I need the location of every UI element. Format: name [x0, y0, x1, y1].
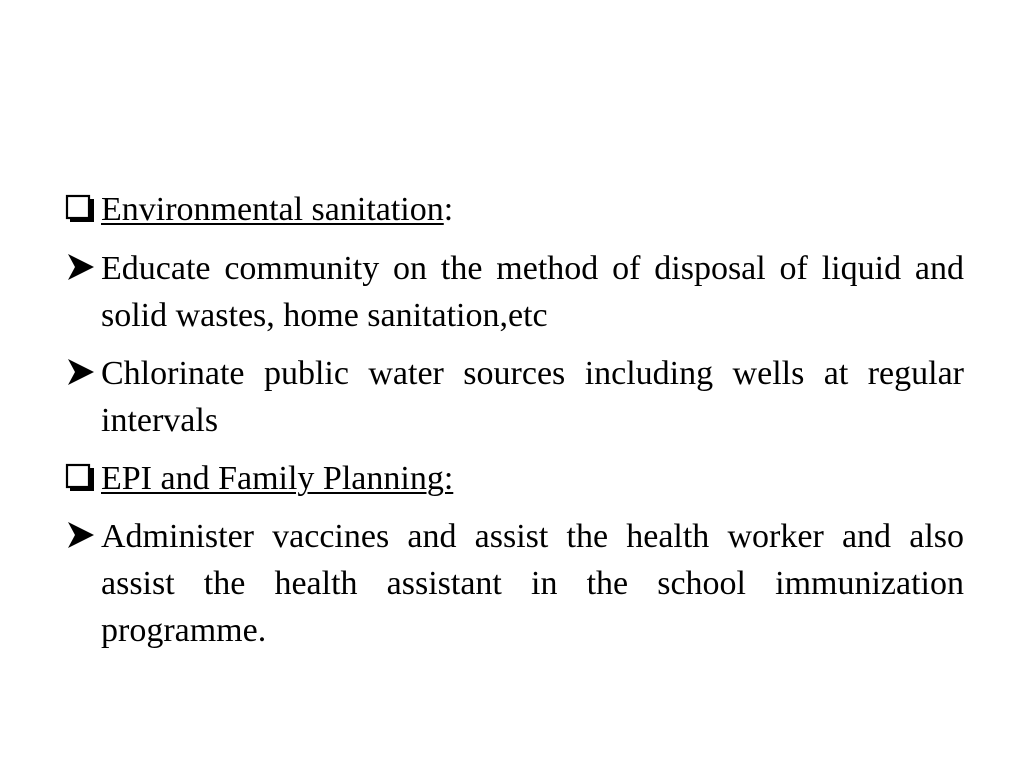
arrow-bullet-icon [64, 350, 100, 397]
square-bullet-icon [64, 186, 100, 233]
point-text: Administer vaccines and assist the health worker and also assist the health assistant in the school immunization programme. [101, 518, 964, 649]
heading-suffix: : [443, 191, 454, 228]
point-text: Chlorinate public water sources including wells at regular intervals [101, 355, 964, 439]
arrow-bullet-icon [64, 245, 100, 292]
point-text: Educate community on the method of disposal of liquid and solid wastes, home sanitation,etc [101, 250, 964, 334]
arrow-bullet-icon [64, 513, 100, 560]
square-bullet-icon [64, 455, 100, 502]
heading-label: EPI and Family Planning: [101, 460, 454, 497]
heading-label: Environmental sanitation [101, 191, 444, 228]
